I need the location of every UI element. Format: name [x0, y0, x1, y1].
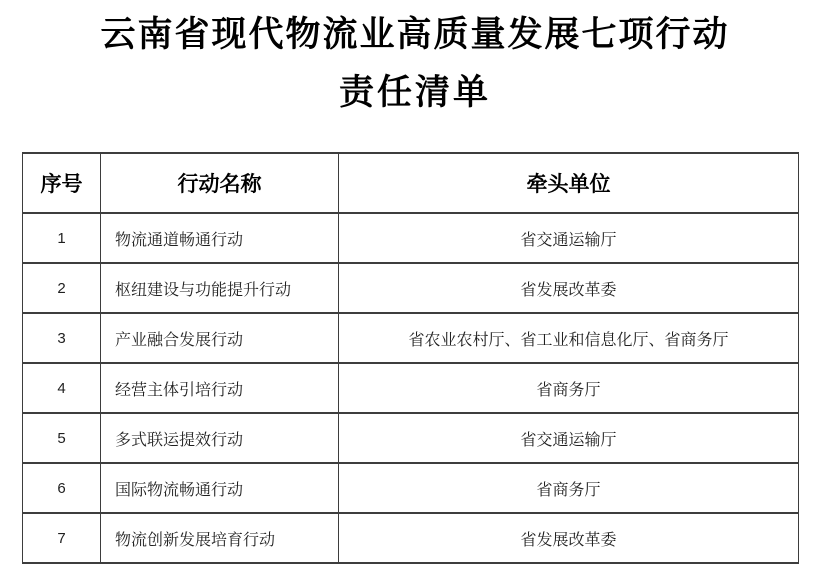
row-unit: 省发展改革委: [339, 513, 799, 563]
table-row: [23, 513, 799, 563]
document-title-line2: 责任清单: [338, 73, 491, 112]
table-row: [23, 413, 799, 463]
row-no: 4: [23, 363, 101, 413]
responsibility-table: [22, 152, 799, 564]
row-unit: 省商务厅: [339, 363, 799, 413]
row-no: 6: [23, 463, 101, 513]
table-row: [23, 463, 799, 513]
table-row: [23, 313, 799, 363]
column-header-action: 行动名称: [101, 153, 339, 213]
row-action: 枢纽建设与功能提升行动: [101, 263, 339, 313]
row-action: 国际物流畅通行动: [101, 463, 339, 513]
row-no: 2: [23, 263, 101, 313]
row-action: 物流通道畅通行动: [101, 213, 339, 263]
table-header-row: [23, 153, 799, 213]
row-no: 7: [23, 513, 101, 563]
row-action: 经营主体引培行动: [101, 363, 339, 413]
row-unit: 省交通运输厅: [339, 213, 799, 263]
table-row: [23, 263, 799, 313]
document-title: [0, 6, 830, 122]
column-header-unit: 牵头单位: [339, 153, 799, 213]
row-unit: 省商务厅: [339, 463, 799, 513]
table-row: [23, 363, 799, 413]
table-row: [23, 213, 799, 263]
column-header-no: 序号: [23, 153, 101, 213]
row-action: 多式联运提效行动: [101, 413, 339, 463]
row-action: 产业融合发展行动: [101, 313, 339, 363]
row-action: 物流创新发展培育行动: [101, 513, 339, 563]
row-unit: 省交通运输厅: [339, 413, 799, 463]
document-title-line1: 云南省现代物流业高质量发展七项行动: [100, 15, 730, 54]
row-unit: 省农业农村厅、省工业和信息化厅、省商务厅: [339, 313, 799, 363]
row-no: 5: [23, 413, 101, 463]
row-no: 3: [23, 313, 101, 363]
row-no: 1: [23, 213, 101, 263]
row-unit: 省发展改革委: [339, 263, 799, 313]
